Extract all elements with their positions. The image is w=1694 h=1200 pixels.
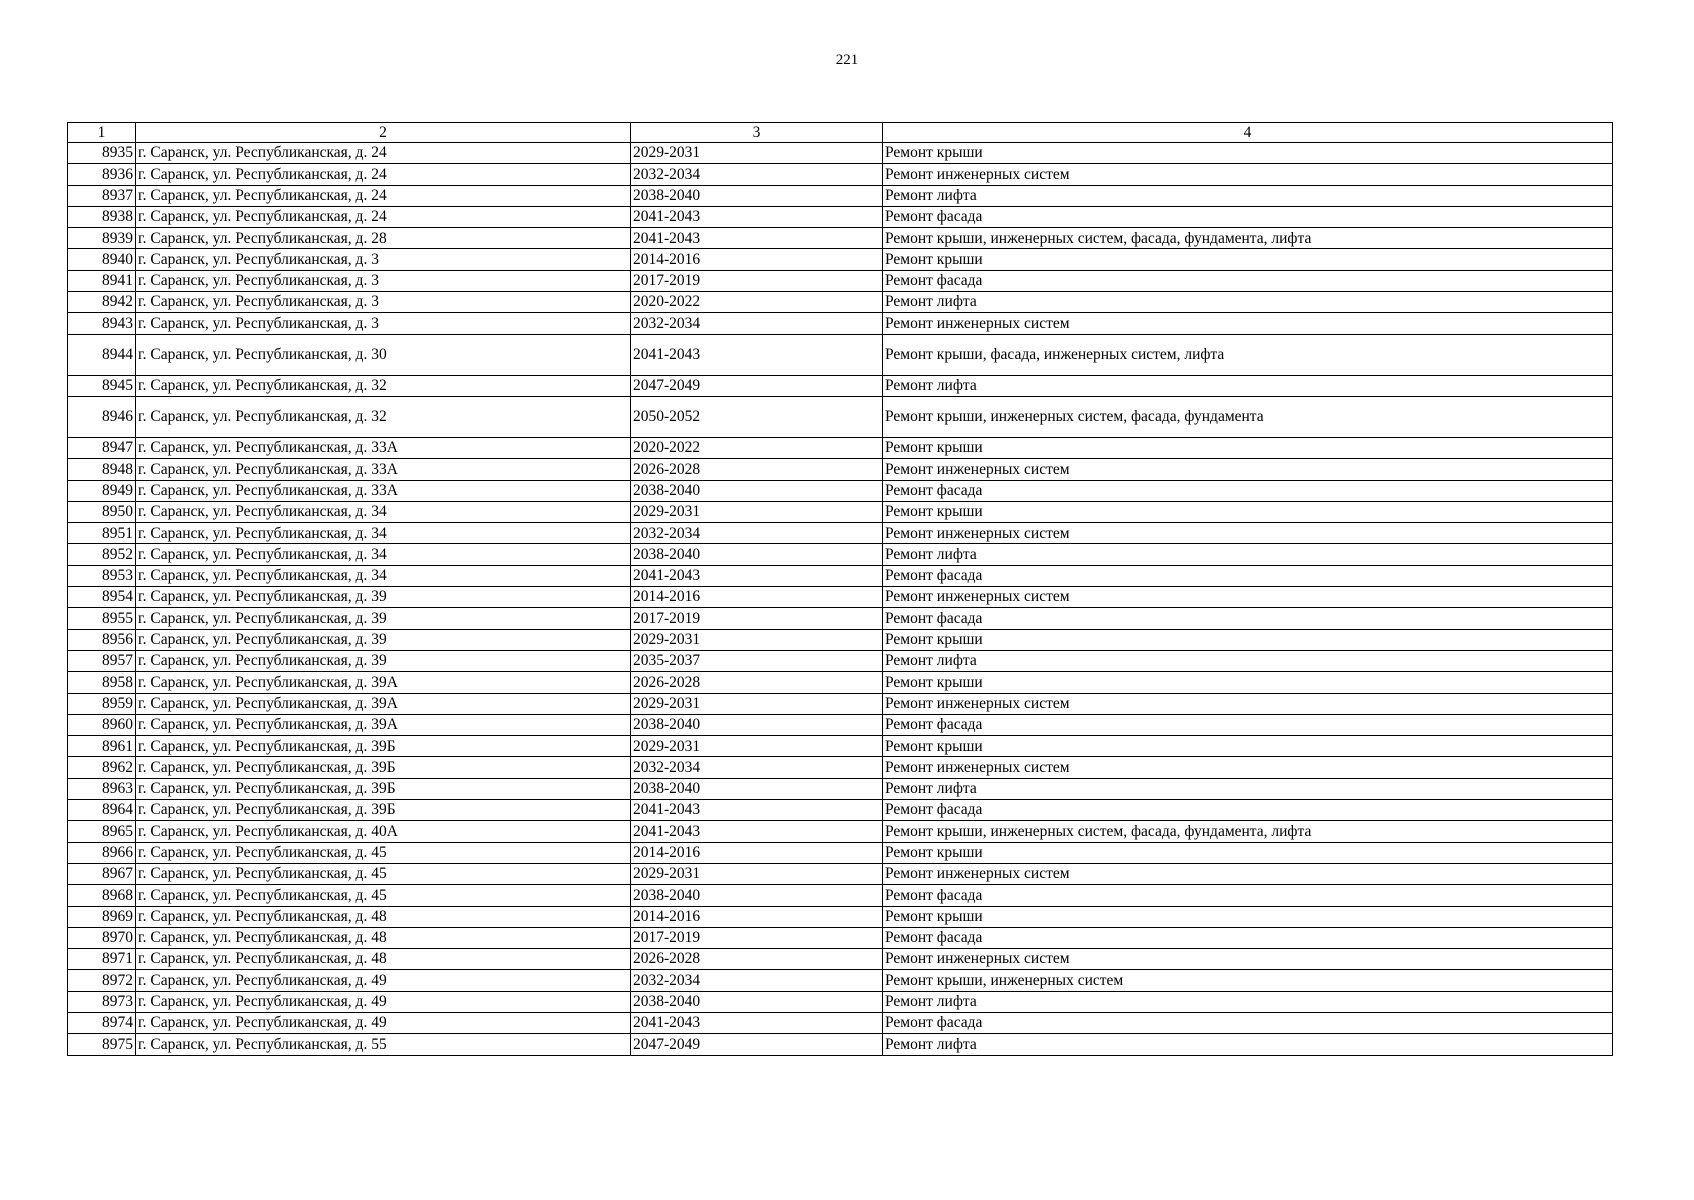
row-number-cell: 8956 [68,629,136,650]
work-type-cell: Ремонт инженерных систем [883,313,1613,334]
table-row [68,334,1613,375]
row-number-cell: 8952 [68,544,136,565]
period-cell: 2038-2040 [631,544,883,565]
row-number-cell: 8973 [68,991,136,1012]
table-row [68,206,1613,227]
work-type-cell: Ремонт крыши [883,501,1613,522]
period-cell: 2038-2040 [631,778,883,799]
row-number-cell: 8968 [68,885,136,906]
work-type-cell: Ремонт инженерных систем [883,757,1613,778]
row-number-cell: 8961 [68,736,136,757]
table-row [68,164,1613,185]
repair-schedule-table [67,122,1613,1056]
period-cell: 2020-2022 [631,437,883,458]
column-header-2: 2 [136,123,631,143]
table-row [68,970,1613,991]
table-row [68,906,1613,927]
period-cell: 2038-2040 [631,480,883,501]
row-number-cell: 8969 [68,906,136,927]
table-row [68,949,1613,970]
row-number-cell: 8957 [68,650,136,671]
address-cell: г. Саранск, ул. Республиканская, д. 48 [136,906,631,927]
period-cell: 2032-2034 [631,164,883,185]
table-row [68,396,1613,437]
address-cell: г. Саранск, ул. Республиканская, д. 39 [136,587,631,608]
address-cell: г. Саранск, ул. Республиканская, д. 24 [136,164,631,185]
row-number-cell: 8939 [68,228,136,249]
address-cell: г. Саранск, ул. Республиканская, д. 33А [136,480,631,501]
period-cell: 2029-2031 [631,693,883,714]
work-type-cell: Ремонт крыши [883,736,1613,757]
address-cell: г. Саранск, ул. Республиканская, д. 24 [136,185,631,206]
period-cell: 2041-2043 [631,206,883,227]
row-number-cell: 8951 [68,523,136,544]
work-type-cell: Ремонт инженерных систем [883,523,1613,544]
column-header-3: 3 [631,123,883,143]
work-type-cell: Ремонт фасада [883,1012,1613,1033]
table-row [68,437,1613,458]
address-cell: г. Саранск, ул. Республиканская, д. 48 [136,949,631,970]
table-row [68,459,1613,480]
work-type-cell: Ремонт фасада [883,927,1613,948]
work-type-cell: Ремонт фасада [883,608,1613,629]
work-type-cell: Ремонт инженерных систем [883,459,1613,480]
work-type-cell: Ремонт фасада [883,565,1613,586]
work-type-cell: Ремонт крыши, инженерных систем, фасада, фундамента, лифта [883,821,1613,842]
table-row [68,927,1613,948]
period-cell: 2041-2043 [631,1012,883,1033]
row-number-cell: 8954 [68,587,136,608]
row-number-cell: 8937 [68,185,136,206]
period-cell: 2038-2040 [631,885,883,906]
period-cell: 2029-2031 [631,501,883,522]
column-header-1: 1 [68,123,136,143]
address-cell: г. Саранск, ул. Республиканская, д. 39Б [136,736,631,757]
work-type-cell: Ремонт крыши [883,437,1613,458]
work-type-cell: Ремонт инженерных систем [883,164,1613,185]
address-cell: г. Саранск, ул. Республиканская, д. 33А [136,459,631,480]
work-type-cell: Ремонт крыши [883,842,1613,863]
work-type-cell: Ремонт фасада [883,206,1613,227]
table-body [68,143,1613,1056]
address-cell: г. Саранск, ул. Республиканская, д. 39Б [136,800,631,821]
work-type-cell: Ремонт фасада [883,714,1613,735]
period-cell: 2041-2043 [631,334,883,375]
period-cell: 2047-2049 [631,1034,883,1055]
address-cell: г. Саранск, ул. Республиканская, д. 32 [136,375,631,396]
work-type-cell: Ремонт крыши, инженерных систем, фасада, фундамента [883,396,1613,437]
table-row [68,313,1613,334]
address-cell: г. Саранск, ул. Республиканская, д. 39А [136,672,631,693]
table-row [68,693,1613,714]
table-row [68,800,1613,821]
address-cell: г. Саранск, ул. Республиканская, д. 39Б [136,778,631,799]
work-type-cell: Ремонт лифта [883,375,1613,396]
period-cell: 2026-2028 [631,672,883,693]
period-cell: 2032-2034 [631,970,883,991]
header-row [68,123,1613,143]
table-header [68,123,1613,143]
table-row [68,565,1613,586]
period-cell: 2038-2040 [631,185,883,206]
row-number-cell: 8936 [68,164,136,185]
row-number-cell: 8948 [68,459,136,480]
work-type-cell: Ремонт фасада [883,480,1613,501]
address-cell: г. Саранск, ул. Республиканская, д. 24 [136,206,631,227]
address-cell: г. Саранск, ул. Республиканская, д. 40А [136,821,631,842]
row-number-cell: 8938 [68,206,136,227]
table-row [68,185,1613,206]
table-row [68,544,1613,565]
address-cell: г. Саранск, ул. Республиканская, д. 30 [136,334,631,375]
row-number-cell: 8962 [68,757,136,778]
period-cell: 2020-2022 [631,292,883,313]
period-cell: 2029-2031 [631,629,883,650]
row-number-cell: 8935 [68,143,136,164]
period-cell: 2041-2043 [631,800,883,821]
address-cell: г. Саранск, ул. Республиканская, д. 39Б [136,757,631,778]
period-cell: 2017-2019 [631,270,883,291]
period-cell: 2014-2016 [631,906,883,927]
period-cell: 2032-2034 [631,523,883,544]
table-row [68,501,1613,522]
address-cell: г. Саранск, ул. Республиканская, д. 45 [136,863,631,884]
row-number-cell: 8950 [68,501,136,522]
address-cell: г. Саранск, ул. Республиканская, д. 34 [136,544,631,565]
period-cell: 2029-2031 [631,143,883,164]
address-cell: г. Саранск, ул. Республиканская, д. 55 [136,1034,631,1055]
address-cell: г. Саранск, ул. Республиканская, д. 3 [136,313,631,334]
work-type-cell: Ремонт крыши [883,143,1613,164]
address-cell: г. Саранск, ул. Республиканская, д. 45 [136,885,631,906]
row-number-cell: 8974 [68,1012,136,1033]
work-type-cell: Ремонт инженерных систем [883,863,1613,884]
period-cell: 2038-2040 [631,714,883,735]
row-number-cell: 8955 [68,608,136,629]
table-row [68,991,1613,1012]
work-type-cell: Ремонт крыши, инженерных систем, фасада, фундамента, лифта [883,228,1613,249]
work-type-cell: Ремонт лифта [883,544,1613,565]
period-cell: 2041-2043 [631,228,883,249]
work-type-cell: Ремонт инженерных систем [883,587,1613,608]
address-cell: г. Саранск, ул. Республиканская, д. 34 [136,565,631,586]
row-number-cell: 8959 [68,693,136,714]
period-cell: 2041-2043 [631,821,883,842]
address-cell: г. Саранск, ул. Республиканская, д. 49 [136,970,631,991]
table-row [68,672,1613,693]
period-cell: 2038-2040 [631,991,883,1012]
period-cell: 2014-2016 [631,249,883,270]
table-row [68,587,1613,608]
work-type-cell: Ремонт крыши [883,249,1613,270]
table-row [68,885,1613,906]
row-number-cell: 8964 [68,800,136,821]
row-number-cell: 8953 [68,565,136,586]
work-type-cell: Ремонт лифта [883,778,1613,799]
row-number-cell: 8975 [68,1034,136,1055]
column-header-4: 4 [883,123,1613,143]
table-row [68,842,1613,863]
work-type-cell: Ремонт лифта [883,991,1613,1012]
address-cell: г. Саранск, ул. Республиканская, д. 39А [136,714,631,735]
row-number-cell: 8965 [68,821,136,842]
table-row [68,270,1613,291]
address-cell: г. Саранск, ул. Республиканская, д. 24 [136,143,631,164]
address-cell: г. Саранск, ул. Республиканская, д. 34 [136,523,631,544]
period-cell: 2014-2016 [631,842,883,863]
table-row [68,821,1613,842]
address-cell: г. Саранск, ул. Республиканская, д. 3 [136,292,631,313]
table-row [68,608,1613,629]
address-cell: г. Саранск, ул. Республиканская, д. 39А [136,693,631,714]
table-row [68,650,1613,671]
address-cell: г. Саранск, ул. Республиканская, д. 3 [136,270,631,291]
period-cell: 2035-2037 [631,650,883,671]
work-type-cell: Ремонт крыши [883,629,1613,650]
table-row [68,228,1613,249]
row-number-cell: 8960 [68,714,136,735]
period-cell: 2026-2028 [631,459,883,480]
table-row [68,143,1613,164]
row-number-cell: 8958 [68,672,136,693]
work-type-cell: Ремонт лифта [883,1034,1613,1055]
address-cell: г. Саранск, ул. Республиканская, д. 3 [136,249,631,270]
address-cell: г. Саранск, ул. Республиканская, д. 34 [136,501,631,522]
row-number-cell: 8947 [68,437,136,458]
period-cell: 2032-2034 [631,313,883,334]
period-cell: 2047-2049 [631,375,883,396]
table-row [68,863,1613,884]
period-cell: 2017-2019 [631,927,883,948]
period-cell: 2050-2052 [631,396,883,437]
row-number-cell: 8972 [68,970,136,991]
work-type-cell: Ремонт лифта [883,650,1613,671]
row-number-cell: 8944 [68,334,136,375]
period-cell: 2032-2034 [631,757,883,778]
table-row [68,1034,1613,1055]
row-number-cell: 8971 [68,949,136,970]
address-cell: г. Саранск, ул. Республиканская, д. 39 [136,608,631,629]
row-number-cell: 8963 [68,778,136,799]
table-row [68,778,1613,799]
period-cell: 2041-2043 [631,565,883,586]
row-number-cell: 8949 [68,480,136,501]
address-cell: г. Саранск, ул. Республиканская, д. 33А [136,437,631,458]
work-type-cell: Ремонт крыши [883,672,1613,693]
row-number-cell: 8945 [68,375,136,396]
table-row [68,1012,1613,1033]
row-number-cell: 8967 [68,863,136,884]
table-row [68,375,1613,396]
table-row [68,523,1613,544]
work-type-cell: Ремонт фасада [883,800,1613,821]
work-type-cell: Ремонт фасада [883,270,1613,291]
address-cell: г. Саранск, ул. Республиканская, д. 32 [136,396,631,437]
page-number: 221 [835,52,859,68]
row-number-cell: 8941 [68,270,136,291]
work-type-cell: Ремонт инженерных систем [883,693,1613,714]
work-type-cell: Ремонт инженерных систем [883,949,1613,970]
row-number-cell: 8966 [68,842,136,863]
work-type-cell: Ремонт крыши, фасада, инженерных систем, лифта [883,334,1613,375]
row-number-cell: 8942 [68,292,136,313]
table-row [68,292,1613,313]
work-type-cell: Ремонт лифта [883,292,1613,313]
work-type-cell: Ремонт крыши, инженерных систем [883,970,1613,991]
period-cell: 2026-2028 [631,949,883,970]
row-number-cell: 8946 [68,396,136,437]
work-type-cell: Ремонт фасада [883,885,1613,906]
address-cell: г. Саранск, ул. Республиканская, д. 49 [136,1012,631,1033]
table-row [68,736,1613,757]
period-cell: 2029-2031 [631,863,883,884]
row-number-cell: 8940 [68,249,136,270]
work-type-cell: Ремонт крыши [883,906,1613,927]
address-cell: г. Саранск, ул. Республиканская, д. 48 [136,927,631,948]
table-row [68,757,1613,778]
table-row [68,714,1613,735]
address-cell: г. Саранск, ул. Республиканская, д. 28 [136,228,631,249]
address-cell: г. Саранск, ул. Республиканская, д. 49 [136,991,631,1012]
address-cell: г. Саранск, ул. Республиканская, д. 39 [136,629,631,650]
row-number-cell: 8970 [68,927,136,948]
table-row [68,480,1613,501]
table-row [68,629,1613,650]
table-row [68,249,1613,270]
address-cell: г. Саранск, ул. Республиканская, д. 39 [136,650,631,671]
row-number-cell: 8943 [68,313,136,334]
period-cell: 2014-2016 [631,587,883,608]
work-type-cell: Ремонт лифта [883,185,1613,206]
period-cell: 2017-2019 [631,608,883,629]
address-cell: г. Саранск, ул. Республиканская, д. 45 [136,842,631,863]
period-cell: 2029-2031 [631,736,883,757]
